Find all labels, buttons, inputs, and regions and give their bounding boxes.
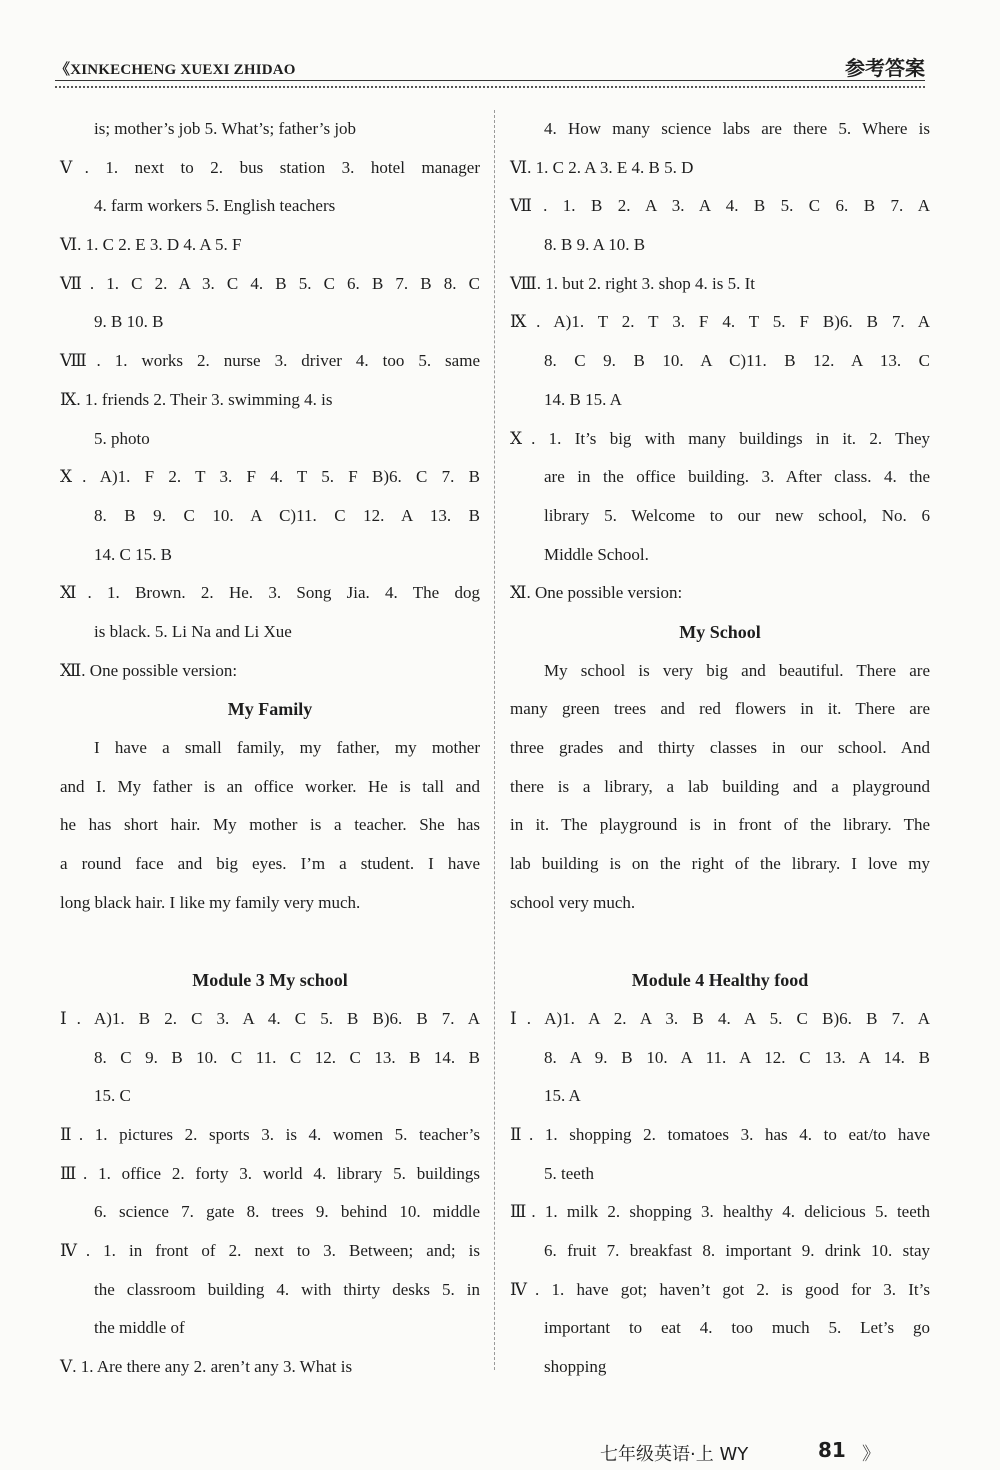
answer-line: he has short hair. My mother is a teacher. She has [60, 815, 480, 835]
answer-line: Ⅰ. A)1. B 2. C 3. A 4. C 5. B B)6. B 7. A [60, 1008, 480, 1028]
answer-line: 8. A 9. B 10. A 11. A 12. C 13. A 14. B [544, 1047, 930, 1067]
column-divider [494, 110, 495, 1370]
answer-line: Ⅱ. 1. pictures 2. sports 3. is 4. women 5. teacher’s [60, 1124, 480, 1144]
page-number: 81 [818, 1438, 846, 1462]
answer-line: long black hair. I like my family very much. [60, 892, 361, 912]
answer-line: My school is very big and beautiful. There are [544, 660, 930, 680]
answer-line: the middle of [94, 1318, 185, 1338]
answer-line: many green trees and red flowers in it. There are [510, 699, 930, 719]
answer-line: 5. photo [94, 428, 150, 448]
answer-line: school very much. [510, 892, 636, 912]
header-rule [55, 80, 925, 81]
answer-line: 15. C [94, 1086, 131, 1106]
answer-line: Ⅹ. 1. It’s big with many buildings in it. 2. They [510, 428, 930, 448]
answer-line: Ⅵ. 1. C 2. E 3. D 4. A 5. F [60, 235, 242, 255]
answer-line: Ⅻ. One possible version: [60, 660, 238, 680]
answer-line: 14. C 15. B [94, 544, 172, 564]
answer-line: Ⅹ. A)1. F 2. T 3. F 4. T 5. F B)6. C 7. B [60, 467, 480, 487]
answer-line: is black. 5. Li Na and Li Xue [94, 621, 292, 641]
answer-line: I have a small family, my father, my mother [94, 738, 480, 757]
answer-line: Middle School. [544, 544, 649, 564]
answer-line: 8. B 9. A 10. B [544, 235, 646, 255]
answer-line: three grades and thirty classes in our school. And [510, 738, 930, 757]
answer-line [510, 922, 930, 961]
section-heading: Module 3 My school [192, 970, 348, 991]
answer-line: the classroom building 4. with thirty desks 5. in [94, 1279, 480, 1299]
answer-line: important to eat 4. too much 5. Let’s go [544, 1318, 930, 1338]
answer-line: 8. B 9. C 10. A C)11. C 12. A 13. B [94, 505, 480, 525]
answer-line: Ⅴ. 1. Are there any 2. aren’t any 3. What is [60, 1357, 353, 1376]
answer-line: 15. A [544, 1086, 581, 1106]
answer-line: Ⅱ. 1. shopping 2. tomatoes 3. has 4. to eat/to have [510, 1124, 930, 1144]
answer-line: Ⅳ. 1. in front of 2. next to 3. Between; and; is [60, 1240, 480, 1260]
answer-line: 6. science 7. gate 8. trees 9. behind 10. middle [94, 1202, 480, 1222]
answer-line: 4. farm workers 5. English teachers [94, 196, 336, 216]
answer-line: 5. teeth [544, 1163, 595, 1183]
answer-line: Ⅷ. 1. works 2. nurse 3. driver 4. too 5. same [60, 351, 480, 371]
series-title: 《XINKECHENG XUEXI ZHIDAO [55, 62, 296, 78]
right-column [510, 110, 930, 1387]
answer-line: library 5. Welcome to our new school, No. 6 [544, 505, 930, 525]
answer-line: 6. fruit 7. breakfast 8. important 9. drink 10. stay [544, 1240, 930, 1260]
answer-line: is; mother’s job 5. What’s; father’s job [94, 119, 357, 138]
answer-line: there is a library, a lab building and a playground [510, 776, 930, 796]
answer-line: Ⅴ. 1. next to 2. bus station 3. hotel manager [60, 157, 480, 177]
answer-line: lab building is on the right of the library. I love my [510, 854, 930, 874]
answer-line: are in the office building. 3. After class. 4. the [544, 467, 930, 487]
answer-line: Ⅲ. 1. milk 2. shopping 3. healthy 4. delicious 5. teeth [510, 1202, 930, 1222]
section-heading: My Family [227, 699, 313, 720]
answer-line: Ⅶ. 1. C 2. A 3. C 4. B 5. C 6. B 7. B 8. C [60, 273, 480, 293]
answer-line: 9. B 10. B [94, 312, 164, 332]
answer-line: Ⅺ. 1. Brown. 2. He. 3. Song Jia. 4. The dog [60, 583, 480, 603]
header-dotted-rule [55, 86, 925, 88]
next-arrow-icon: 》 [862, 1444, 880, 1464]
answer-line: Ⅵ. 1. C 2. A 3. E 4. B 5. D [510, 157, 694, 177]
left-column [60, 110, 480, 1387]
page-header [55, 48, 925, 92]
answer-line: Ⅷ. 1. but 2. right 3. shop 4. is 5. It [510, 273, 755, 293]
section-heading: Module 4 Healthy food [631, 970, 809, 991]
answer-line: Ⅸ. A)1. T 2. T 3. F 4. T 5. F B)6. B 7. A [510, 312, 930, 332]
answer-line [60, 922, 480, 961]
section-title: 参考答案 [845, 56, 925, 80]
answer-line: Ⅲ. 1. office 2. forty 3. world 4. library 5. buildings [60, 1163, 480, 1183]
answer-line: shopping [544, 1357, 607, 1376]
answer-line: 14. B 15. A [544, 389, 622, 409]
section-heading: My School [679, 621, 761, 642]
answer-line: Ⅶ. 1. B 2. A 3. A 4. B 5. C 6. B 7. A [510, 196, 930, 216]
answer-line: a round face and big eyes. I’m a student. I have [60, 854, 480, 874]
answer-line: Ⅰ. A)1. A 2. A 3. B 4. A 5. C B)6. B 7. A [510, 1008, 930, 1028]
answer-line: in it. The playground is in front of the library. The [510, 815, 930, 835]
answer-line: and I. My father is an office worker. He is tall and [60, 776, 480, 796]
answer-line: Ⅺ. One possible version: [510, 583, 683, 603]
answer-line: 8. C 9. B 10. A C)11. B 12. A 13. C [544, 351, 930, 371]
answer-line: Ⅳ. 1. have got; haven’t got 2. is good for 3. It’s [510, 1279, 930, 1299]
answer-line: Ⅸ. 1. friends 2. Their 3. swimming 4. is [60, 389, 333, 409]
answer-line: 4. How many science labs are there 5. Where is [544, 119, 930, 138]
book-label: 七年级英语·上 WY [600, 1444, 749, 1465]
answer-line: 8. C 9. B 10. C 11. C 12. C 13. B 14. B [94, 1047, 480, 1067]
